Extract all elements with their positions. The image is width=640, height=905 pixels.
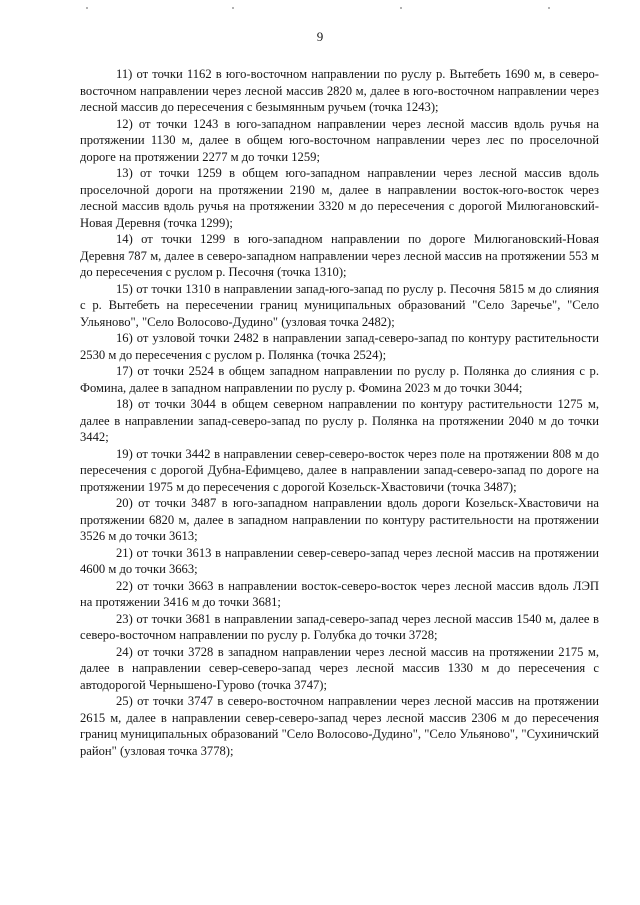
- document-body: [80, 66, 599, 759]
- paragraph-18: 18) от точки 3044 в общем северном направлении по контуру растительности 1275 м, далее в направлении запад-северо-запад по руслу р. Полянка на протяжении 2040 м до точки 3442;: [80, 397, 599, 444]
- paragraph-16: 16) от узловой точки 2482 в направлении запад-северо-запад по контуру растительности 2530 м до пересечения с руслом р. Полянка (точка 2524);: [80, 331, 599, 362]
- paragraph-19: 19) от точки 3442 в направлении север-северо-восток через поле на протяжении 808 м до пересечения с дорогой Дубна-Ефимцево, далее в направлении запад-северо-запад по дороге на протяжении 1975 м до пересечения с дорогой Козельск-Хвастовичи (точка 3487);: [80, 446, 599, 494]
- paragraph-24: 24) от точки 3728 в западном направлении через лесной массив на протяжении 2175 м, далее в направлении север-северо-запад через лесной массив 1330 м до пересечения с автодорогой Чернышено-Гурово (точка 3747);: [80, 644, 599, 692]
- page-number: 9: [316, 29, 324, 44]
- paragraph-17: 17) от точки 2524 в общем западном направлении по руслу р. Полянка до слияния с р. Фомина, далее в западном направлении по руслу р. Фомина 2023 м до точки 3044;: [80, 364, 599, 395]
- paragraph-13: 13) от точки 1259 в общем юго-западном направлении через лесной массив вдоль проселочной дороги на протяжении 2190 м, далее в направлении восток-юго-восток через лесной массив вдоль ручья на протяжении 3320 м до пересечения с дорогой Милюгановский-Новая Деревня (точка 1299);: [80, 166, 599, 230]
- paragraph-11: 11) от точки 1162 в юго-восточном направлении по руслу р. Вытебеть 1690 м, в северо-восточном направлении через лесной массив 2820 м, далее в юго-восточном направлении через лесной массив до пересечения с безымянным ручьем (точка 1243);: [80, 67, 599, 114]
- paragraph-15: 15) от точки 1310 в направлении запад-юго-запад по руслу р. Песочня 5815 м до слияния с р. Вытебеть на пересечении границ муниципальных образований "Село Заречье", "Село Ульяново", "Село Волосово-Дудино" (узловая точка 2482);: [80, 281, 599, 329]
- paragraph-23: 23) от точки 3681 в направлении запад-северо-запад через лесной массив 1540 м, далее в северо-восточном направлении по руслу р. Голубка до точки 3728;: [80, 611, 599, 642]
- scan-artifact-dot: [86, 7, 88, 9]
- paragraph-25: 25) от точки 3747 в северо-восточном направлении через лесной массив на протяжении 2615 м, далее в направлении север-северо-запад через лесной массив 2306 м до пересечения границ муниципальных образований "Село Волосово-Дудино", "Село Ульяново", "Сухиничский район" (узловая точка 3778);: [80, 694, 599, 758]
- scan-artifact-dot: [400, 7, 402, 9]
- scan-artifact-dot: [232, 7, 234, 9]
- scan-artifact-dot: [548, 7, 550, 9]
- paragraph-14: 14) от точки 1299 в юго-западном направлении по дороге Милюгановский-Новая Деревня 787 м, далее в северо-западном направлении через лесной массив на протяжении 553 м до пересечения с руслом р. Песочня (точка 1310);: [80, 232, 599, 279]
- paragraph-21: 21) от точки 3613 в направлении север-северо-запад через лесной массив на протяжении 4600 м до точки 3663;: [80, 545, 599, 576]
- paragraph-12: 12) от точки 1243 в юго-западном направлении через лесной массив вдоль ручья на протяжении 1130 м, далее в общем юго-восточном направлении через лес по проселочной дороге на протяжении 2277 м до точки 1259;: [80, 116, 599, 164]
- paragraph-22: 22) от точки 3663 в направлении восток-северо-восток через лесной массив вдоль ЛЭП на протяжении 3416 м до точки 3681;: [80, 578, 599, 609]
- paragraph-20: 20) от точки 3487 в юго-западном направлении вдоль дороги Козельск-Хвастовичи на протяжении 6820 м, далее в западном направлении по контуру растительности на протяжении 3526 м до точки 3613;: [80, 496, 599, 543]
